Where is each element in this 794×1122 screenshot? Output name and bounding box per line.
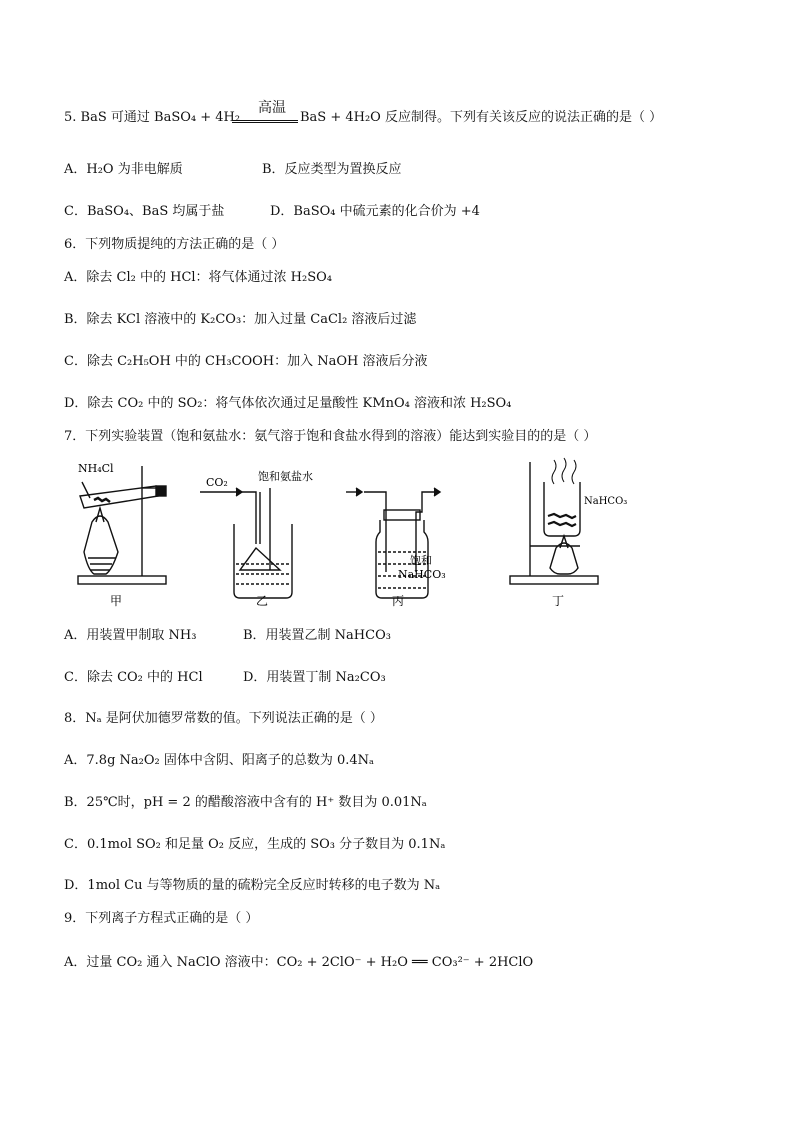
bing-solution-label-2: NaHCO₃ [398, 568, 446, 581]
q7-option-a: A．用装置甲制取 NH₃ [64, 628, 197, 643]
yi-gas-label: CO₂ [206, 476, 228, 489]
jia-reagent-label: NH₄Cl [78, 462, 114, 475]
q8-option-b: B．25℃时，pH = 2 的醋酸溶液中含有的 H⁺ 数目为 0.01Nₐ [64, 795, 427, 810]
q5-option-b: B．反应类型为置换反应 [262, 162, 402, 177]
q5-option-c: C．BaSO₄、BaS 均属于盐 [64, 204, 225, 219]
ding-reagent-label: NaHCO₃ [584, 496, 628, 507]
label-jia: 甲 [110, 594, 123, 608]
q5-stem-post: BaS + 4H₂O 反应制得。下列有关该反应的说法正确的是（ ） [300, 110, 663, 125]
q6-option-c: C．除去 C₂H₅OH 中的 CH₃COOH：加入 NaOH 溶液后分液 [64, 354, 428, 369]
q9-option-a: A．过量 CO₂ 通入 NaClO 溶液中：CO₂ + 2ClO⁻ + H₂O ══ CO₃²⁻ + 2HClO [64, 955, 534, 970]
reaction-condition: 高温 [258, 100, 286, 116]
q7-option-c: C．除去 CO₂ 中的 HCl [64, 670, 203, 685]
q6-option-b: B．除去 KCl 溶液中的 K₂CO₃：加入过量 CaCl₂ 溶液后过滤 [64, 312, 417, 327]
apparatus-figure [60, 452, 670, 612]
q5-stem-pre: 5. BaS 可通过 BaSO₄ + 4H₂ [64, 110, 241, 125]
q8-option-a: A．7.8g Na₂O₂ 固体中含阴、阳离子的总数为 0.4Nₐ [64, 753, 375, 768]
jia-stand-base [78, 576, 166, 584]
ding-stand-base [510, 576, 598, 584]
jia-test-tube [80, 486, 158, 508]
label-ding: 丁 [552, 594, 565, 608]
q7-option-b: B．用装置乙制 NaHCO₃ [243, 628, 391, 643]
q6-option-d: D．除去 CO₂ 中的 SO₂：将气体依次通过足量酸性 KMnO₄ 溶液和浓 H₂SO₄ [64, 396, 512, 411]
q6-stem: 6．下列物质提纯的方法正确的是（ ） [64, 237, 285, 252]
q8-stem: 8．Nₐ 是阿伏加德罗常数的值。下列说法正确的是（ ） [64, 711, 383, 726]
q7-stem: 7．下列实验装置（饱和氨盐水：氨气溶于饱和食盐水得到的溶液）能达到实验目的的是（ ） [64, 429, 597, 444]
equilibrium-sign [232, 120, 298, 123]
label-bing: 丙 [392, 594, 405, 608]
yi-beaker [234, 524, 292, 598]
ding-beaker [544, 482, 580, 536]
q8-option-c: C．0.1mol SO₂ 和足量 O₂ 反应，生成的 SO₃ 分子数目为 0.1Nₐ [64, 837, 446, 852]
q7-option-d: D．用装置丁制 Na₂CO₃ [243, 670, 386, 685]
ding-lamp [550, 543, 578, 574]
q9-stem: 9．下列离子方程式正确的是（ ） [64, 911, 259, 926]
q6-option-a: A．除去 Cl₂ 中的 HCl：将气体通过浓 H₂SO₄ [64, 270, 332, 285]
q5-option-a: A．H₂O 为非电解质 [64, 162, 183, 177]
label-yi: 乙 [256, 594, 269, 608]
bing-stopper [384, 510, 420, 520]
q8-option-d: D．1mol Cu 与等物质的量的硫粉完全反应时转移的电子数为 Nₐ [64, 878, 441, 893]
yi-solution-label: 饱和氨盐水 [258, 470, 313, 483]
alcohol-lamp [84, 516, 118, 574]
bing-solution-label-1: 饱和 [410, 554, 432, 567]
q5-option-d: D．BaSO₄ 中硫元素的化合价为 +4 [270, 204, 480, 219]
